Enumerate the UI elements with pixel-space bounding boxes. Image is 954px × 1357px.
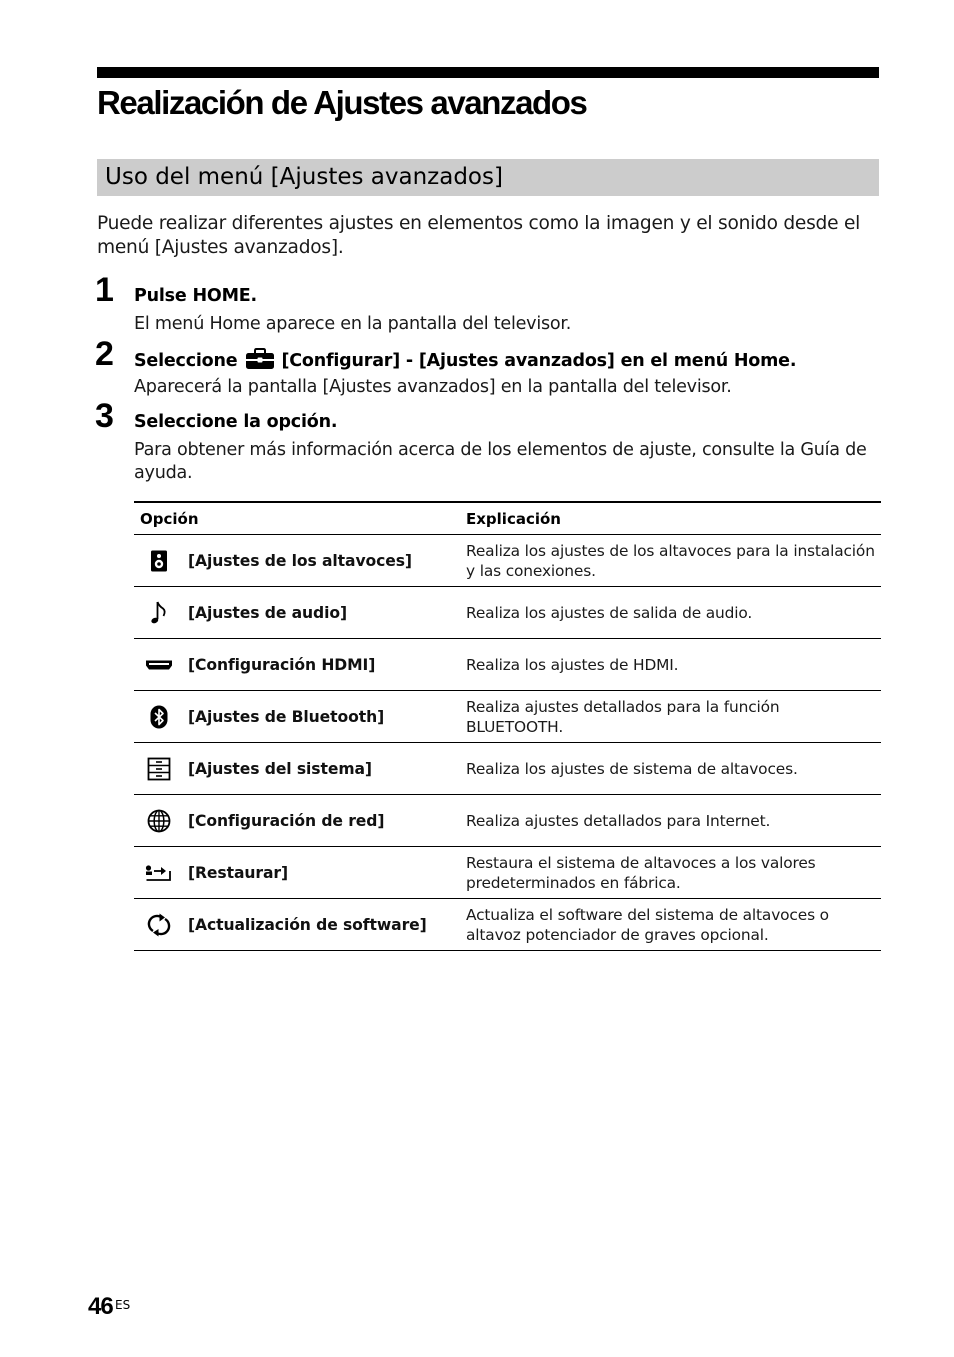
title-rule — [97, 67, 879, 78]
option-cell — [134, 691, 466, 743]
option-explanation: Restaura el sistema de altavoces a los valores predeterminados en fábrica. — [466, 847, 881, 899]
table-row — [134, 535, 881, 587]
option-label: [Restaurar] — [188, 863, 289, 882]
step-2-heading — [134, 348, 796, 376]
option-explanation: Realiza los ajustes de los altavoces para la instalación y las conexiones. — [466, 535, 881, 587]
option-cell — [134, 587, 466, 639]
step-2-heading-end: [Configurar] - [Ajustes avanzados] en el menú Home. — [281, 351, 797, 371]
option-cell — [134, 847, 466, 899]
system-drawers-icon — [144, 757, 174, 781]
option-cell — [134, 639, 466, 691]
globe-icon — [144, 809, 174, 833]
step-2-body: Aparecerá la pantalla [Ajustes avanzados] en la pantalla del televisor. — [134, 377, 732, 397]
software-update-icon — [144, 913, 174, 937]
option-explanation: Realiza los ajustes de salida de audio. — [466, 587, 881, 639]
table-row — [134, 587, 881, 639]
page-title: Realización de Ajustes avanzados — [97, 84, 587, 121]
step-2-heading-start: Seleccione — [134, 351, 238, 371]
header-explanation: Explicación — [466, 502, 881, 535]
table-row — [134, 743, 881, 795]
option-cell — [134, 743, 466, 795]
step-1-body: El menú Home aparece en la pantalla del televisor. — [134, 314, 572, 334]
option-cell — [134, 899, 466, 951]
option-label: [Ajustes de los altavoces] — [188, 551, 412, 570]
table-row — [134, 899, 881, 951]
option-label: [Ajustes de Bluetooth] — [188, 707, 385, 726]
option-label: [Actualización de software] — [188, 915, 427, 934]
option-label: [Configuración de red] — [188, 811, 385, 830]
option-label: [Configuración HDMI] — [188, 655, 376, 674]
option-explanation: Realiza ajustes detallados para la función BLUETOOTH. — [466, 691, 881, 743]
table-header-row — [134, 502, 881, 535]
section-heading: Uso del menú [Ajustes avanzados] — [97, 159, 879, 196]
bluetooth-icon — [144, 705, 174, 729]
header-option: Opción — [134, 502, 466, 535]
option-explanation: Realiza ajustes detallados para Internet. — [466, 795, 881, 847]
page-number: 46 — [88, 1293, 113, 1320]
toolbox-icon — [245, 348, 275, 376]
option-cell — [134, 795, 466, 847]
table-row — [134, 795, 881, 847]
step-2-number: 2 — [95, 335, 113, 373]
page-language-code: ES — [115, 1298, 131, 1312]
table-row — [134, 691, 881, 743]
step-3-number: 3 — [95, 397, 113, 435]
table-row — [134, 639, 881, 691]
table-row — [134, 847, 881, 899]
intro-paragraph: Puede realizar diferentes ajustes en elementos como la imagen y el sonido desde el menú [Ajustes avanzados]. — [97, 213, 861, 258]
reset-icon — [144, 861, 174, 885]
option-explanation: Realiza los ajustes de sistema de altavoces. — [466, 743, 881, 795]
step-3-heading: Seleccione la opción. — [134, 412, 338, 432]
speaker-icon — [144, 549, 174, 573]
option-label: [Ajustes del sistema] — [188, 759, 372, 778]
option-cell — [134, 535, 466, 587]
music-note-icon — [144, 601, 174, 625]
options-table — [134, 501, 881, 951]
option-explanation: Actualiza el software del sistema de altavoces o altavoz potenciador de graves opcional. — [466, 899, 881, 951]
option-explanation: Realiza los ajustes de HDMI. — [466, 639, 881, 691]
option-label: [Ajustes de audio] — [188, 603, 348, 622]
step-1-heading: Pulse HOME. — [134, 286, 258, 306]
hdmi-icon — [144, 653, 174, 677]
step-1-number: 1 — [95, 271, 113, 309]
step-3-body: Para obtener más información acerca de los elementos de ajuste, consulte la Guía de ayuda. — [134, 440, 867, 483]
